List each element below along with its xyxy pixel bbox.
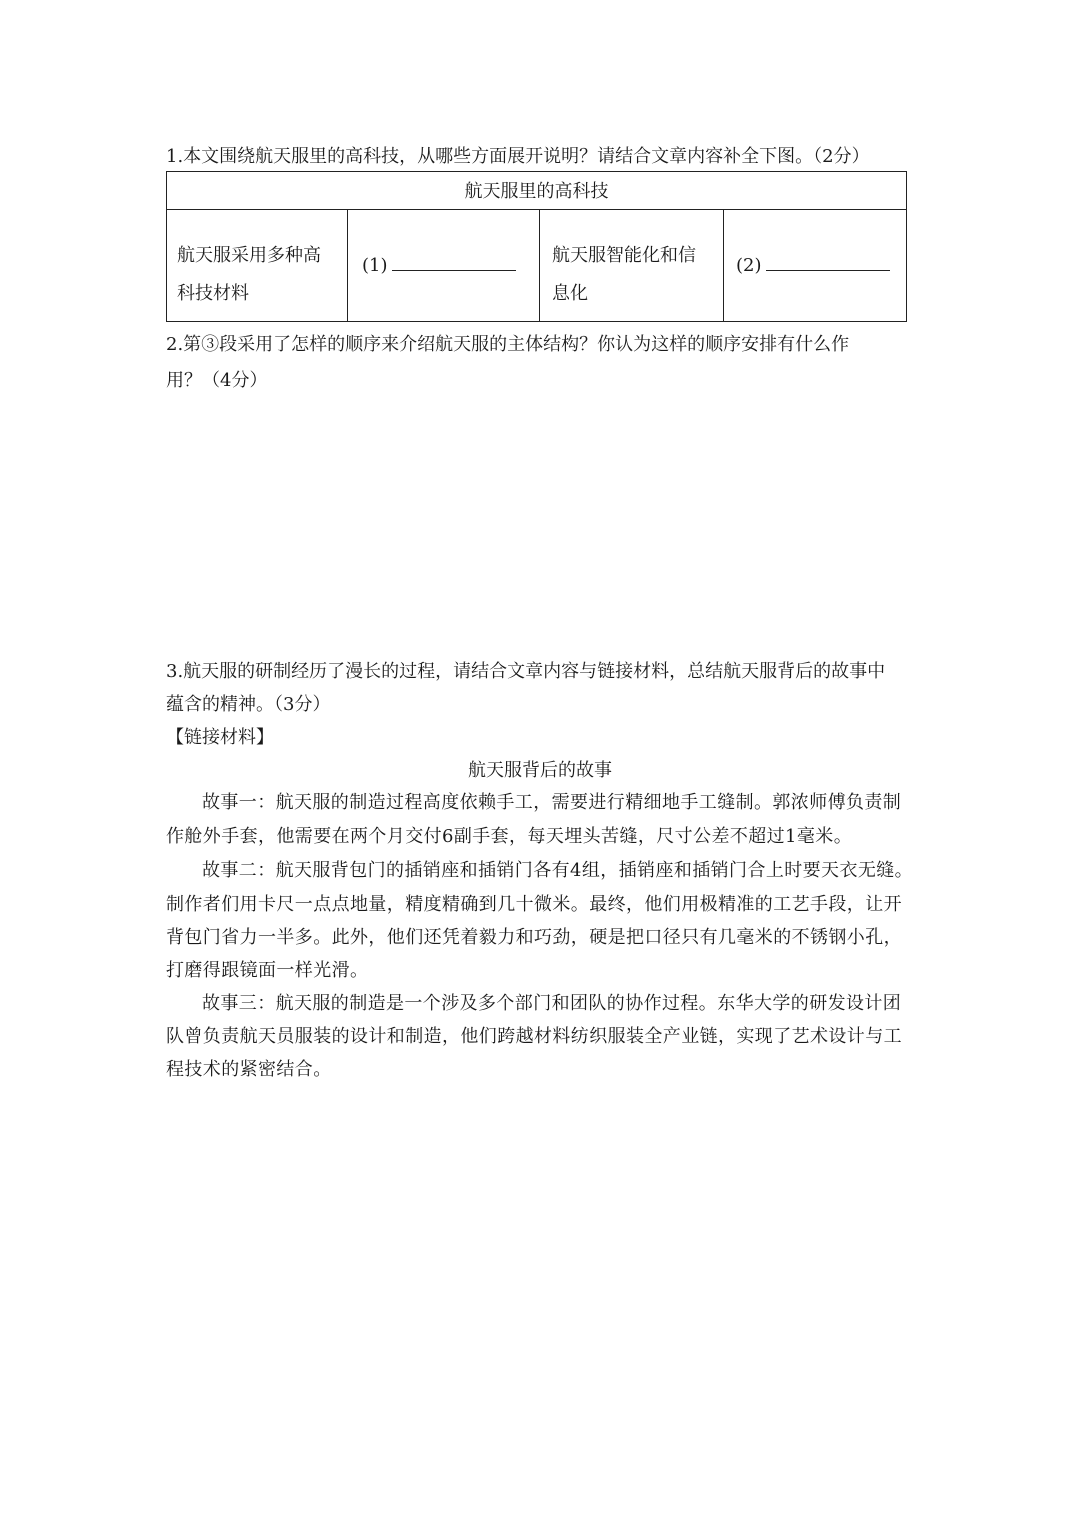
question-3-line-1: 3.航天服的研制经历了漫长的过程，请结合文章内容与链接材料，总结航天服背后的故事中 [166, 661, 886, 682]
cell-line: 息化 [552, 283, 588, 304]
answer-blank-2[interactable] [766, 252, 890, 271]
link-material-label: 【链接材料】 [166, 727, 274, 748]
story-1-line: 作舱外手套，他需要在两个月交付6副手套，每天埋头苦缝，尺寸公差不超过1毫米。 [166, 826, 853, 847]
link-title: 航天服背后的故事 [468, 760, 612, 781]
story-3-line: 队曾负责航天员服装的设计和制造，他们跨越材料纺织服装全产业链，实现了艺术设计与工 [166, 1026, 902, 1047]
question-2-line-2: 用？（4分） [166, 370, 268, 391]
table-cell-materials [167, 209, 348, 321]
cell-line: 科技材料 [177, 283, 249, 304]
table-cell-blank-2[interactable] [724, 209, 908, 321]
question-1: 1.本文围绕航天服里的高科技，从哪些方面展开说明？请结合文章内容补全下图。（2分） [166, 146, 870, 167]
story-1-line: 故事一：航天服的制造过程高度依赖手工，需要进行精细地手工缝制。郭浓师傅负责制 [202, 792, 902, 813]
answer-blank-1[interactable] [392, 252, 516, 271]
tech-table [166, 171, 907, 322]
story-2-line: 背包门省力一半多。此外，他们还凭着毅力和巧劲，硬是把口径只有几毫米的不锈钢小孔， [166, 927, 902, 948]
blank-label: (1) [362, 255, 388, 276]
story-3-line: 程技术的紧密结合。 [166, 1059, 332, 1080]
story-3-line: 故事三：航天服的制造是一个涉及多个部门和团队的协作过程。东华大学的研发设计团 [202, 993, 902, 1014]
story-2-line: 打磨得跟镜面一样光滑。 [166, 960, 369, 981]
blank-label: (2) [736, 255, 762, 276]
question-2-line-1: 2.第③段采用了怎样的顺序来介绍航天服的主体结构？你认为这样的顺序安排有什么作 [166, 334, 850, 355]
cell-line: 航天服采用多种高 [177, 245, 321, 266]
story-2-line: 故事二：航天服背包门的插销座和插销门各有4组，插销座和插销门合上时要天衣无缝。 [202, 860, 914, 881]
question-3-line-2: 蕴含的精神。（3分） [166, 694, 331, 715]
table-cell-blank-1[interactable] [348, 209, 540, 321]
story-2-line: 制作者们用卡尺一点点地量，精度精确到几十微米。最终，他们用极精准的工艺手段，让开 [166, 894, 902, 915]
cell-line: 航天服智能化和信 [552, 245, 696, 266]
table-header: 航天服里的高科技 [167, 172, 906, 210]
table-cell-intelligent [540, 209, 724, 321]
